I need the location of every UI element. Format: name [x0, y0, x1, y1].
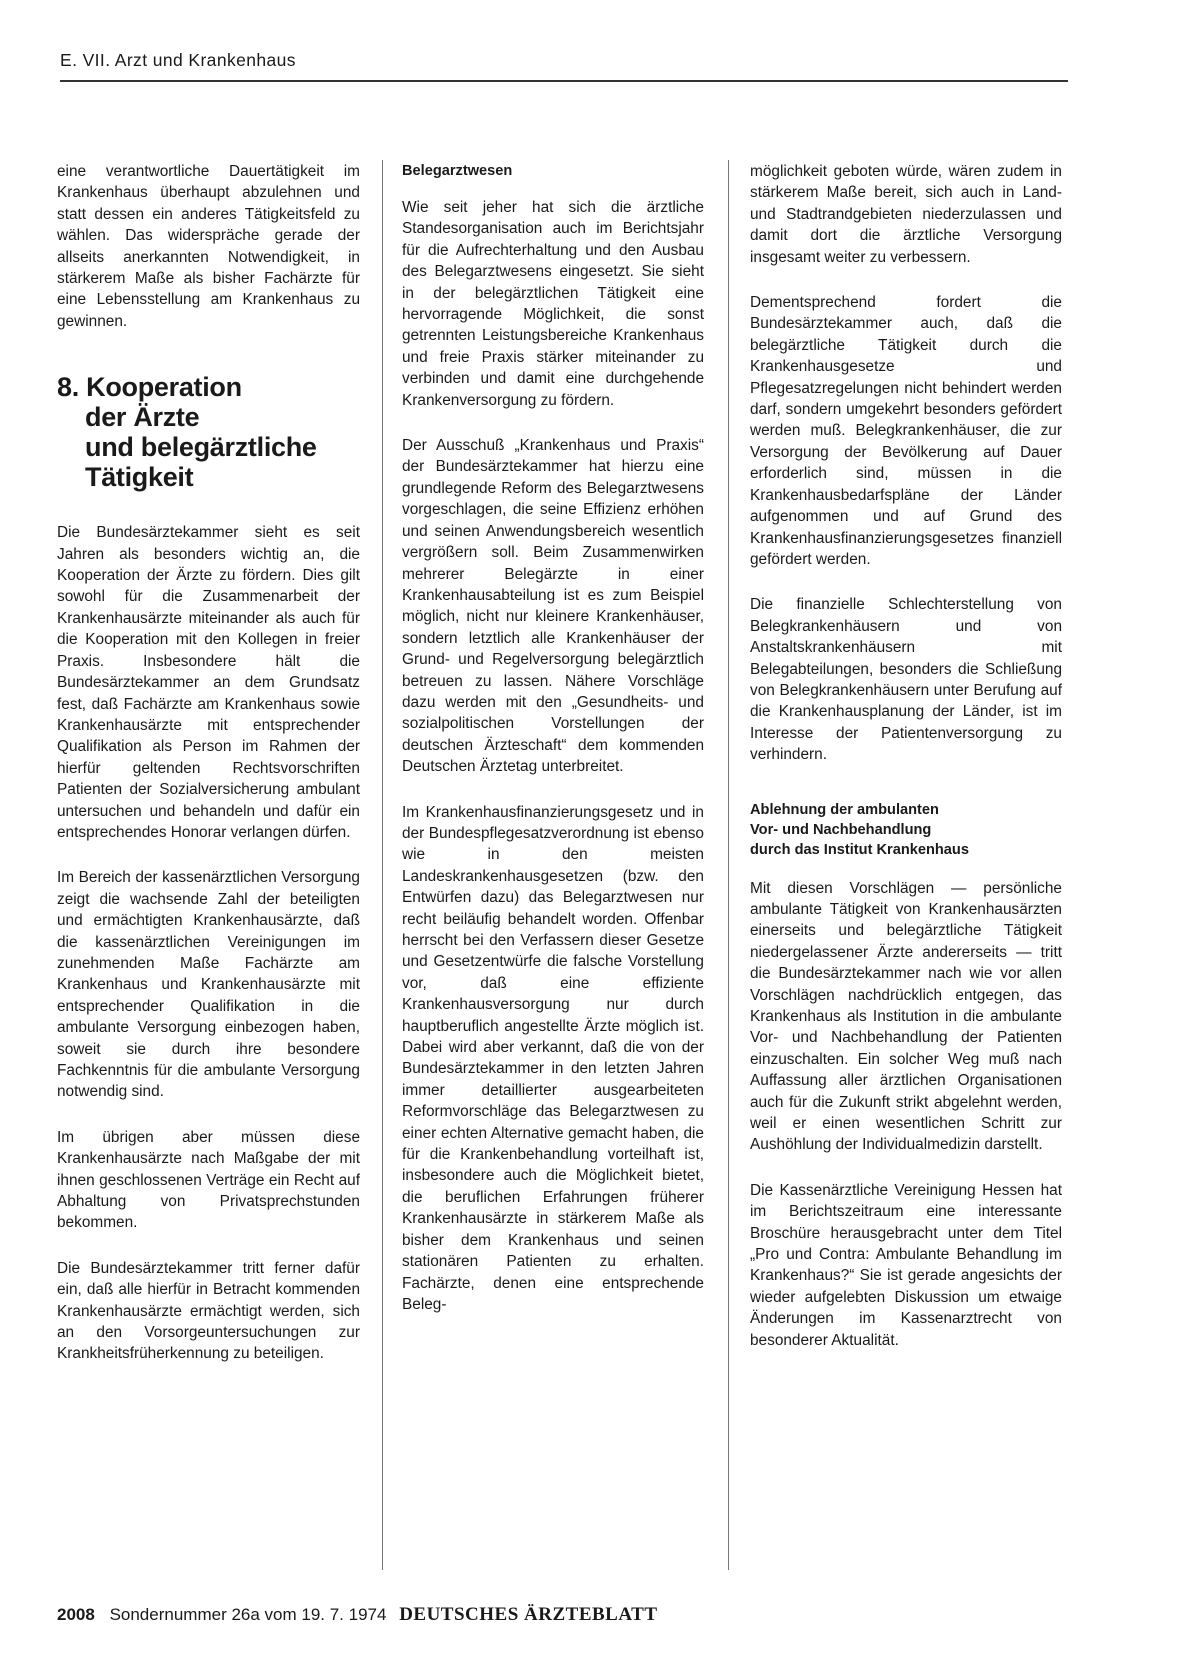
subheading-line: Ablehnung der ambulanten	[750, 801, 939, 818]
journal-name: DEUTSCHES ÄRZTEBLATT	[399, 1604, 658, 1625]
paragraph: Wie seit jeher hat sich die ärztliche Standesorganisation auch im Berichtsjahr für die Aufrechterhaltung und den Ausbau des Belegarztwesens eingesetzt. Sie sieht in der belegärztlichen Tätigkeit eine hervorragende Möglichkeit, die sonst getrennten Leistungsbereiche Krankenhaus und freie Praxis stärker miteinander zu verbinden und damit eine durchgehende Krankenversorgung zu fördern.	[402, 199, 704, 409]
column-divider	[382, 160, 383, 1570]
paragraph: eine verantwortliche Dauertätigkeit im Krankenhaus überhaupt abzulehnen und statt dessen ein anderes Tätigkeitsfeld zu wählen. Das widerspräche gerade der allseits anerkannten Notwendigkeit, in stärkerem Maße als bisher Fachärzte für eine Lebensstellung am Krankenhaus zu gewinnen.	[57, 163, 360, 330]
page-header	[60, 50, 1068, 82]
column-divider	[728, 160, 729, 1570]
subheading-line: Vor- und Nachbehandlung	[750, 821, 932, 838]
subheading-line: durch das Institut Krankenhaus	[750, 841, 969, 858]
text-column-3	[750, 161, 1062, 1351]
paragraph: Die Kassenärztliche Vereinigung Hessen hat im Berichtszeitraum eine interessante Broschüre herausgebracht unter dem Titel „Pro und Contra: Ambulante Behandlung im Krankenhaus?“ Sie ist gerade angesichts der wieder aufgelebten Diskussion um etwaige Änderungen im Kassenarztrecht von besonderer Aktualität.	[750, 1181, 1062, 1349]
issue-info: Sondernummer 26a vom 19. 7. 1974	[109, 1605, 387, 1624]
paragraph: Der Ausschuß „Krankenhaus und Praxis“ der Bundesärztekammer hat hierzu eine grundlegende Reform des Belegarztwesens vorgeschlagen, die seine Effizienz erhöhen und seinen Anwendungsbereich wesentlich vergrößern soll. Beim Zusammenwirken mehrerer Belegärzte in einer Krankenhausabteilung ist es zum Beispiel möglich, nicht nur kleinere Krankenhäuser, sondern letztlich alle Krankenhäuser der Grund- und Regelversorgung belegärztlich betreuen zu lassen. Nähere Vorschläge dazu werden mit den „Gesundheits- und sozialpolitischen Vorstellungen der deutschen Ärzteschaft“ dem kommenden Deutschen Ärztetag unterbreitet.	[402, 437, 704, 776]
section-heading	[57, 372, 360, 492]
section-heading-line: 8. Kooperation	[57, 372, 242, 403]
paragraph: Die Bundesärztekammer sieht es seit Jahren als besonders wichtig an, die Kooperation der Ärzte zu fördern. Dies gilt sowohl für die Zusammenarbeit der Krankenhausärzte miteinander als auch für die Kooperation mit den Kollegen in freier Praxis. Insbesondere hält die Bundesärztekammer an dem Grundsatz fest, daß Fachärzte am Krankenhaus sowie Krankenhausärzte mit entsprechender Qualifikation als Person im Rahmen der hierfür geltenden Rechtsvorschriften Patienten der Sozialversicherung ambulant untersuchen und behandeln und dafür ein entsprechendes Honorar verlangen dürfen.	[57, 524, 360, 841]
text-column-2	[402, 161, 704, 1315]
paragraph: Mit diesen Vorschlägen — persönliche ambulante Tätigkeit von Krankenhausärzten einerseits und belegärztliche Tätigkeit niedergelassener Ärzte andererseits — tritt die Bundesärztekammer nach wie vor allen Vorschlägen nachdrücklich entgegen, das Krankenhaus als Institution in die ambulante Vor- und Nachbehandlung der Patienten einzuschalten. Ein solcher Weg muß nach Auffassung aller ärztlichen Organisationen auch für die Zukunft strikt abgelehnt werden, weil er einen wesentlichen Schritt zur Aushöhlung der Individualmedizin darstellt.	[750, 879, 1062, 1154]
paragraph: Die Bundesärztekammer tritt ferner dafür ein, daß alle hierfür in Betracht kommenden Krankenhausärzte ermächtigt werden, sich an den Vorsorgeuntersuchungen zur Krankheitsfrüherkennung zu beteiligen.	[57, 1259, 360, 1363]
page-number: 2008	[57, 1605, 95, 1624]
paragraph: Die finanzielle Schlechterstellung von Belegkrankenhäusern und von Anstaltskrankenhäusern mit Belegabteilungen, besonders die Schließung von Belegkrankenhäusern unter Berufung auf die Krankenhausplanung der Länder, ist im Interesse der Patientenversorgung zu verhindern.	[750, 596, 1062, 764]
paragraph: Im Bereich der kassenärztlichen Versorgung zeigt die wachsende Zahl der beteiligten und ermächtigten Krankenhausärzte, daß die kassenärztlichen Vereinigungen im zunehmenden Maße Fachärzte am Krankenhaus und Krankenhausärzte mit entsprechender Qualifikation in die ambulante Versorgung einbezogen haben, soweit sie durch ihre besondere Fachkenntnis für die ambulante Versorgung notwendig sind.	[57, 869, 360, 1101]
subheading: Belegarztwesen	[402, 163, 513, 179]
paragraph: Dementsprechend fordert die Bundesärztekammer auch, daß die belegärztliche Tätigkeit durch die Krankenhausgesetze und Pflegesatzregelungen nicht behindert werden darf, sondern umgekehrt besonders gefördert werden muß. Belegkrankenhäuser, die zur Versorgung der Bevölkerung auf Dauer erforderlich sind, müssen in die Krankenhausbedarfspläne der Länder aufgenommen und auf Grund des Krankenhausfinanzierungsgesetzes finanziell gefördert werden.	[750, 294, 1062, 568]
subheading	[750, 800, 1062, 860]
paragraph: Im Krankenhausfinanzierungsgesetz und in der Bundespflegesatzverordnung ist ebenso wie in den meisten Landeskrankenhausgesetzen (bzw. den Entwürfen dazu) das Belegarztwesen nur recht beiläufig behandelt worden. Offenbar herrscht bei den Verfassern dieser Gesetze und Gesetzentwürfe die falsche Vorstellung vor, daß eine effiziente Krankenhausversorgung nur durch hauptberuflich angestellte Ärzte möglich ist. Dabei wird aber verkannt, daß die von der Bundesärztekammer in den letzten Jahren immer detaillierter ausgearbeiteten Reformvorschläge das Belegarztwesen zu einer echten Alternative gemacht haben, die für die Krankenbehandlung vorteilhaft ist, insbesondere auch die Möglichkeit bietet, die beruflichen Erfahrungen früherer Krankenhausärzte in stärkerem Maße als bisher dem Krankenhaus und seinen stationären Patienten zu erhalten. Fachärzte, denen eine entsprechende Beleg-	[402, 803, 704, 1313]
section-heading-line: der Ärzte	[85, 402, 200, 433]
paragraph: Im übrigen aber müssen diese Krankenhausärzte nach Maßgabe der mit ihnen geschlossenen Verträge ein Recht auf Abhaltung von Privatsprechstunden bekommen.	[57, 1128, 360, 1232]
text-column-1	[57, 161, 360, 1365]
running-head: E. VII. Arzt und Krankenhaus	[60, 50, 296, 70]
page-footer	[57, 1604, 658, 1626]
section-heading-line: Tätigkeit	[85, 462, 194, 493]
section-heading-line: und belegärztliche	[85, 432, 317, 463]
paragraph: möglichkeit geboten würde, wären zudem in stärkerem Maße bereit, sich auch in Land- und Stadtrandgebieten niederzulassen und damit dort die ärztliche Versorgung insgesamt weiter zu verbessern.	[750, 163, 1062, 266]
